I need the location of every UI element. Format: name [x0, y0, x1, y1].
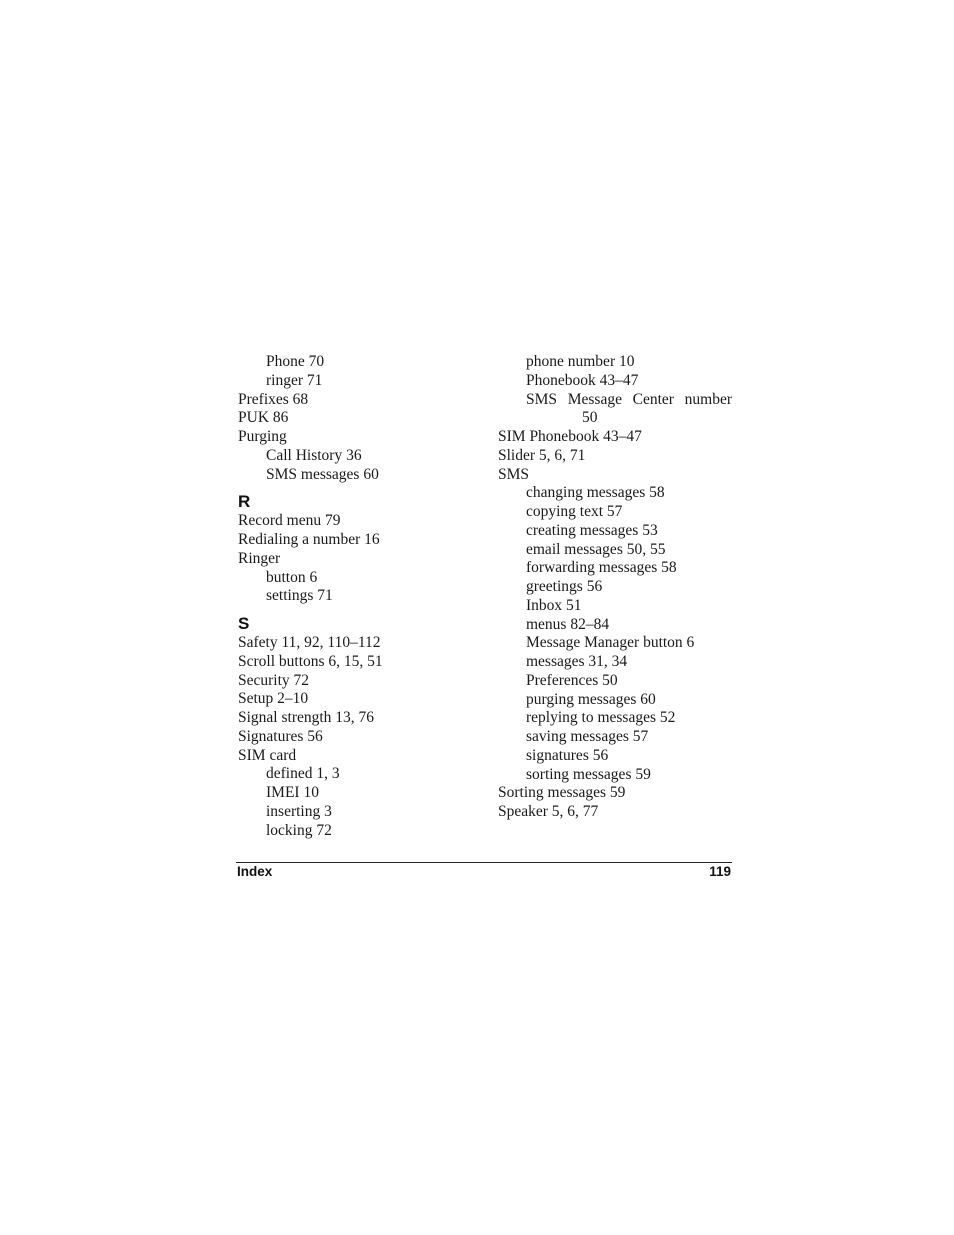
index-entry: Slider 5, 6, 71 — [498, 446, 586, 464]
index-subentry: Call History 36 — [266, 446, 362, 464]
index-subentry: messages 31, 34 — [526, 653, 628, 670]
index-section-letter: R — [238, 492, 251, 512]
index-subentry-continuation: 50 — [582, 409, 598, 427]
index-entry: PUK 86 — [238, 409, 289, 427]
index-entry: Signatures 56 — [238, 727, 323, 745]
index-column-right — [498, 353, 732, 822]
index-entry: Record menu 79 — [238, 512, 341, 530]
index-entry: SMS — [498, 465, 530, 483]
index-subentry: SMS messages 60 — [266, 465, 379, 483]
index-entry: Purging — [238, 428, 287, 445]
index-subentry: button 6 — [266, 568, 318, 586]
index-entry: SIM Phonebook 43–47 — [498, 428, 642, 445]
index-entry: Prefixes 68 — [238, 390, 309, 408]
index-subentry: SMS Message Center number — [526, 390, 732, 408]
index-entry: SIM card — [238, 746, 297, 764]
index-subentry: copying text 57 — [526, 503, 623, 520]
index-section-letter: S — [238, 614, 250, 633]
index-entry: Setup 2–10 — [238, 690, 309, 708]
index-entry: Speaker 5, 6, 77 — [498, 803, 599, 820]
index-subentry: phone number 10 — [526, 353, 635, 370]
index-entry: Redialing a number 16 — [238, 531, 380, 548]
index-column-left — [238, 353, 483, 840]
index-subentry: purging messages 60 — [526, 690, 656, 708]
index-entry: Safety 11, 92, 110–112 — [238, 634, 381, 651]
footer-rule — [236, 862, 732, 863]
index-entry: Signal strength 13, 76 — [238, 709, 375, 726]
index-subentry: inserting 3 — [266, 802, 332, 820]
index-entry: Security 72 — [238, 671, 310, 689]
index-subentry: locking 72 — [266, 821, 332, 839]
index-subentry: signatures 56 — [526, 746, 609, 764]
index-subentry: settings 71 — [266, 587, 333, 605]
index-subentry: IMEI 10 — [266, 784, 319, 801]
index-subentry: Phonebook 43–47 — [526, 371, 639, 389]
index-subentry: replying to messages 52 — [526, 709, 676, 727]
index-subentry: email messages 50, 55 — [526, 540, 666, 558]
index-entry: Scroll buttons 6, 15, 51 — [238, 652, 383, 670]
index-subentry: forwarding messages 58 — [526, 559, 677, 577]
index-subentry: menus 82–84 — [526, 615, 610, 633]
index-entry: Sorting messages 59 — [498, 784, 626, 802]
index-entry: Ringer — [238, 549, 281, 567]
index-subentry: greetings 56 — [526, 578, 603, 595]
index-subentry: Message Manager button 6 — [526, 634, 695, 652]
index-subentry: saving messages 57 — [526, 728, 649, 745]
footer-page-number: 119 — [709, 864, 731, 879]
index-subentry: changing messages 58 — [526, 484, 665, 502]
index-subentry: Phone 70 — [266, 353, 325, 370]
footer-section-label: Index — [237, 864, 273, 879]
index-subentry: defined 1, 3 — [266, 765, 340, 783]
index-subentry: ringer 71 — [266, 371, 323, 389]
index-subentry: sorting messages 59 — [526, 765, 651, 783]
index-subentry: creating messages 53 — [526, 521, 658, 539]
index-subentry: Preferences 50 — [526, 671, 618, 689]
index-subentry: Inbox 51 — [526, 596, 582, 614]
